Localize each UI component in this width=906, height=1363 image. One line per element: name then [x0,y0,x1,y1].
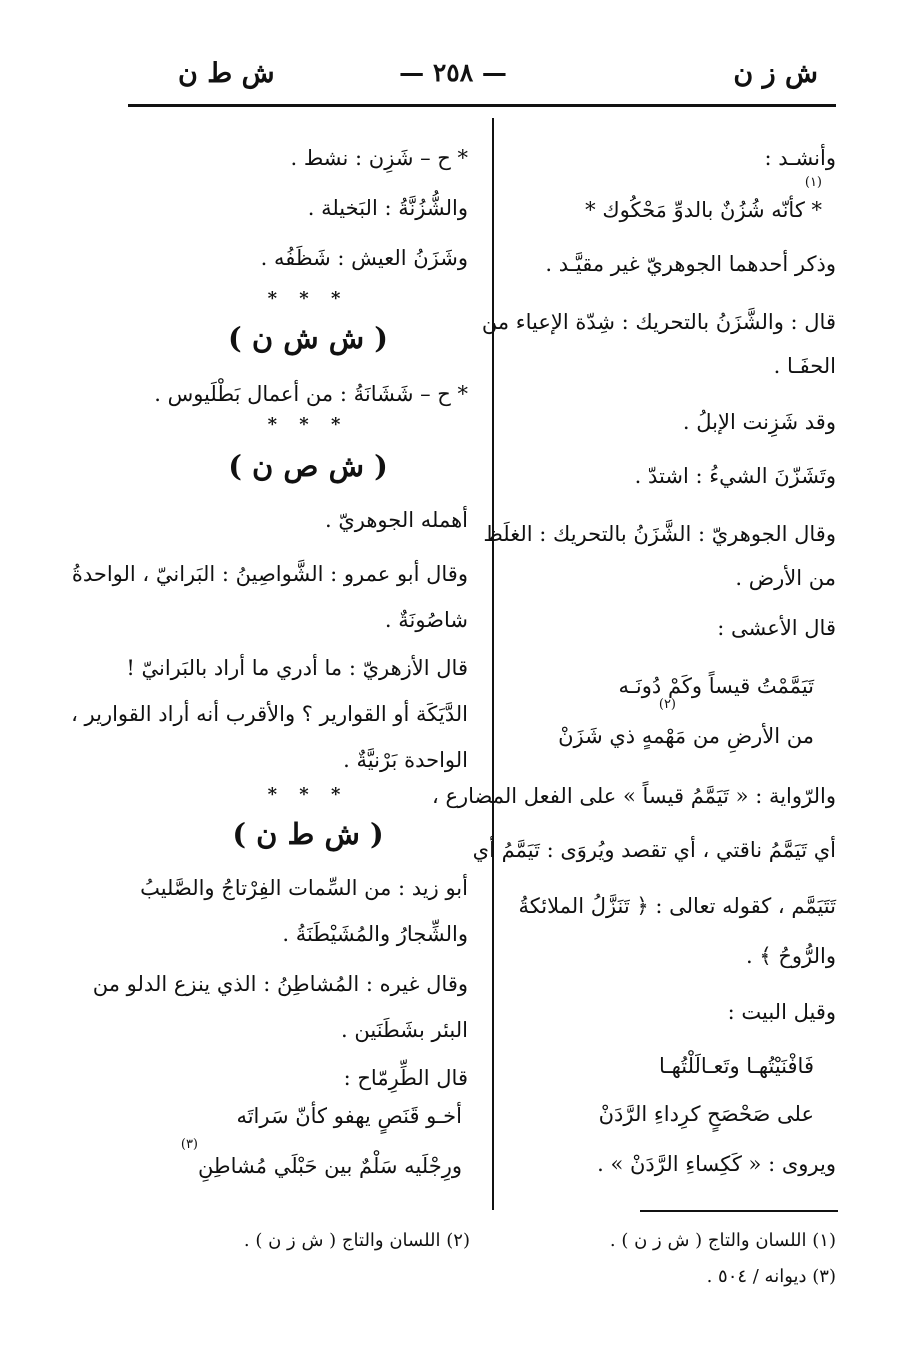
text-line: وذكر أحدهما الجوهريّ غير مقيَّـد . [545,252,836,276]
text-line: وقيل البيت : [727,1000,836,1024]
verse-line: من الأرضِ من مَهْمهٍ ذي شَزَنْ [558,724,814,748]
text-line: الدَّيَكَة أو القوارير ؟ والأقرب أنه أراد القوارير ، [71,702,468,726]
header-rule [128,104,836,107]
footnote-mark: (٢) [658,697,676,712]
text-line: والشِّجارُ والمُشَيْطَنَةُ . [282,922,468,946]
entry-heading: ( ش ش ن ) [228,321,388,355]
text-line: والرُّوحُ ﴾ . [746,944,836,968]
text-line: أهمله الجوهريّ . [324,508,468,532]
section-separator: * * * [267,784,349,805]
entry-heading: ( ش ط ن ) [232,817,384,851]
text-line: وأنشـد : [764,146,836,170]
text-line: وقال أبو عمرو : الشَّواصِينُ : البَرانيّ ، الواحدةُ [71,562,468,586]
text-line: وقال غيره : المُشاطِنُ : الذي ينزع الدلو من [92,972,468,996]
text-line: أبو زيد : من السِّمات الفِرْتاجُ والصَّليبُ [140,876,468,900]
section-separator: * * * [267,414,349,435]
text-line: شاصُونَةٌ . [384,608,468,632]
text-line: تَتَيَمَّم ، كقوله تعالى : ﴿ تَنَزَّلُ الملائكةُ [518,894,836,918]
text-line: أي تَيَمَّمُ ناقتي ، أي تقصد ويُروَى : تَيَمَّمُ أي [472,838,836,862]
text-line: * ح – شَشَانَةُ : من أعمال بَطْلَيوس . [154,382,468,406]
text-line: من الأرض . [735,566,836,590]
footnote: (٢) اللسان والتاج ( ش ز ن ) . [243,1230,470,1251]
text-line: والشُّزُنَّةُ : البَخيلة . [307,196,468,220]
footnote-rule [640,1210,838,1212]
text-line: وتَشَزّنَ الشيءُ : اشتدّ . [634,464,836,488]
header-root-word: ش ز ن [733,58,818,89]
footnote-mark: (٣) [180,1137,198,1152]
text-line: * ح – شَزِن : نشط . [290,146,468,170]
text-line: قال الأزهريّ : ما أدري ما أراد بالبَرانيّ ! [126,656,468,680]
text-line: والرّواية : « تَيَمَّمُ قيساً » على الفعل المضارع ، [431,784,836,808]
verse-line: فَافْنَيْتُهـا وتَعـالَلْتُهـا [659,1054,814,1078]
text-line: وشَزَنُ العيش : شَظَفُه . [260,246,468,270]
text-line: ويروى : « كَكِساءِ الرَّدَنْ » . [597,1152,836,1176]
verse-line: على صَحْصَحٍ كرِداءِ الرَّدَنْ [598,1102,814,1126]
section-separator: * * * [267,288,349,309]
column-divider [492,118,494,1210]
header-next-root-word: ش ط ن [178,58,275,89]
verse-line: تَيَمَّمْتُ قيساً وكَمْ دُونَـه [618,674,814,698]
text-line: قال الطِّرِمّاح : [343,1066,468,1090]
text-line: وقد شَزِنت الإبلُ . [682,410,836,434]
text-line: الواحدة بَرْنيَّةٌ . [343,748,468,772]
page-number: — ٢٥٨ — [399,58,507,87]
text-line: البئر بشَطَنَين . [341,1018,468,1042]
verse-line: ورِجْلَيه سَلْمٌ بين حَبْلَي مُشاطِنِ [197,1154,462,1178]
text-line: قال الأعشى : [717,616,836,640]
footnote: (١) اللسان والتاج ( ش ز ن ) . [609,1230,836,1251]
footnote: (٣) ديوانه / ٥٠٤ . [706,1266,836,1287]
verse-line: أخـو قَنَصٍ يهفو كأنّ سَراتَه [236,1104,462,1128]
text-line: الحفَـا . [773,354,836,378]
text-line: قال : والشَّزَنُ بالتحريك : شِدّة الإعياء من [481,310,836,334]
verse-line: * كأنّه شُزُنٌ بالدوِّ مَحْكُوك * [585,198,822,222]
footnote-mark: (١) [804,175,822,190]
entry-heading: ( ش ص ن ) [228,449,388,483]
text-line: وقال الجوهريّ : الشَّزَنُ بالتحريك : الغلَظ [483,522,836,546]
